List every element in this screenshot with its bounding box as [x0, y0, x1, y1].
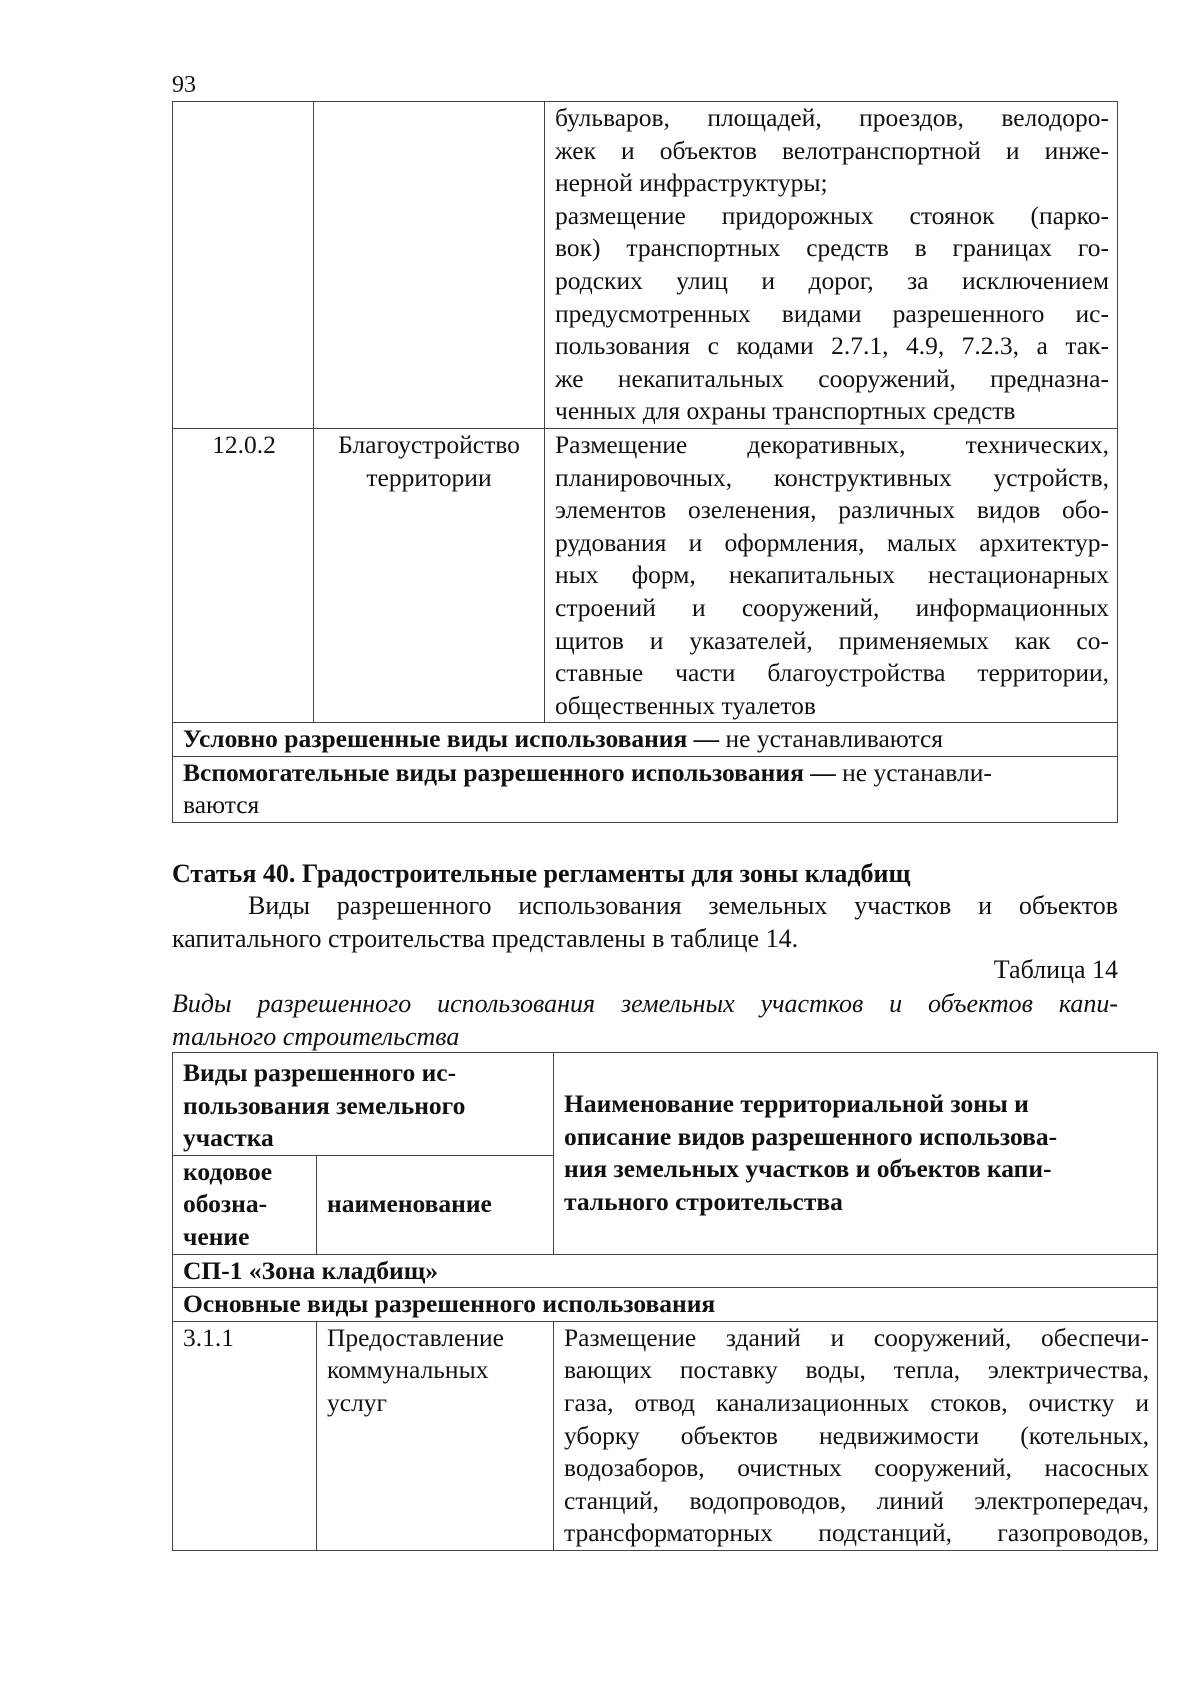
- name-header-cell: [317, 1155, 554, 1254]
- section-title: Основные виды разрешенного использования: [183, 1289, 716, 1319]
- text-line: ставные части благоустройства территории,: [555, 658, 1109, 688]
- text-line: ченных для охраны транспортных средств: [555, 396, 1016, 426]
- table-row: [173, 756, 1118, 822]
- text-line: Предоставление: [327, 1322, 504, 1352]
- code-cell: [173, 1321, 317, 1550]
- text-line: станций, водопроводов, линий электропередач,: [564, 1485, 1149, 1515]
- table-label: Таблица 14: [993, 955, 1118, 984]
- table-header-row: [173, 1053, 1158, 1156]
- text-line: Размещение зданий и сооружений, обеспечи-: [564, 1322, 1149, 1352]
- text-line: услуг: [327, 1387, 388, 1417]
- zone-cell: [173, 1254, 1158, 1288]
- land-use-table-14: [172, 1052, 1158, 1551]
- text-line: капитального строительства представлены в таблице 14.: [172, 924, 799, 953]
- land-use-table-continued: [172, 101, 1118, 823]
- text-line: рудования и оформления, малых архитектур-: [555, 527, 1109, 557]
- text-line: чение: [183, 1221, 250, 1251]
- text-line: тального строительства: [564, 1186, 843, 1216]
- text-line: предусмотренных видами разрешенного ис-: [555, 298, 1109, 328]
- text-line: вающих поставку воды, тепла, электричества,: [564, 1355, 1149, 1385]
- name-cell: [314, 428, 545, 722]
- text-line: общественных туалетов: [555, 690, 816, 720]
- text-line: Благоустройство: [338, 429, 520, 459]
- text-line: родских улиц и дорог, за исключением: [555, 265, 1109, 295]
- conditional-uses-cell: [173, 723, 1118, 757]
- text-line: размещение придорожных стоянок (парко-: [555, 200, 1109, 230]
- description-header-cell: [554, 1053, 1158, 1255]
- text-line: трансформаторных подстанций, газопроводов,: [564, 1518, 1149, 1548]
- table-row: [173, 723, 1118, 757]
- auxiliary-uses-value-cont: ваются: [183, 790, 260, 820]
- description-cell: [545, 428, 1118, 722]
- code-header-cell: [173, 1155, 317, 1254]
- article-paragraph: [172, 889, 1118, 955]
- description-text: [545, 429, 1117, 722]
- text-line: водозаборов, очистных сооружений, насосных: [564, 1453, 1149, 1483]
- text-line: элементов озеленения, различных видов обо-: [555, 495, 1109, 525]
- table-row: [173, 1321, 1158, 1550]
- text-line: описание видов разрешенного использова-: [564, 1121, 1058, 1151]
- text-line: обозна-: [183, 1189, 268, 1219]
- conditional-uses-value: не устанавливаются: [719, 724, 943, 754]
- conditional-uses-heading: Условно разрешенные виды использования —: [183, 724, 720, 754]
- text-line: Виды разрешенного использования земельных участков и объектов: [248, 891, 1118, 920]
- text-line: бульваров, площадей, проездов, велодоро-: [555, 103, 1109, 132]
- text-line: планировочных, конструктивных устройств,: [555, 462, 1109, 492]
- description-cell: [554, 1321, 1158, 1550]
- text-line: газа, отвод канализационных стоков, очистку и: [564, 1387, 1149, 1417]
- group-header-cell: [173, 1053, 554, 1156]
- name-value: [317, 1322, 553, 1420]
- zone-title: СП-1 «Зона кладбищ»: [183, 1255, 439, 1285]
- text-line: нерной инфраструктуры;: [555, 168, 828, 198]
- code-value: 3.1.1: [183, 1322, 234, 1352]
- text-line: ния земельных участков и объектов капи-: [564, 1154, 1052, 1184]
- text-line: пользования земельного: [183, 1090, 466, 1120]
- text-line: кодовое: [183, 1156, 273, 1186]
- text-line: щитов и указателей, применяемых как со-: [555, 625, 1109, 655]
- code-value: 12.0.2: [212, 429, 276, 459]
- text-line: Виды разрешенного ис-: [183, 1058, 457, 1087]
- text-line: Виды разрешенного использования земельных участков и объектов капи-: [172, 989, 1118, 1018]
- conditional-uses-text: [173, 723, 1117, 756]
- text-line: Размещение декоративных, технических,: [555, 429, 1109, 459]
- table-caption: [172, 987, 1118, 1053]
- name-cell: [314, 102, 545, 429]
- page-number: 93: [172, 72, 196, 98]
- text-line: коммунальных: [327, 1355, 489, 1385]
- description-text: [545, 102, 1117, 428]
- description-cell: [545, 102, 1118, 429]
- name-cell: [317, 1321, 554, 1550]
- name-value: [314, 429, 544, 494]
- code-cell: [173, 102, 314, 429]
- text-line: уборку объектов недвижимости (котельных,: [564, 1420, 1149, 1450]
- description-header-text: [554, 1088, 1157, 1218]
- code-header-text: [173, 1156, 316, 1254]
- auxiliary-uses-text: [173, 757, 1117, 822]
- article-title: Статья 40. Градостроительные регламенты для зоны кладбищ: [172, 859, 911, 888]
- section-row: [173, 1288, 1158, 1322]
- text-line: пользования с кодами 2.7.1, 4.9, 7.2.3, а так-: [555, 331, 1109, 361]
- text-line: вок) транспортных средств в границах го-: [555, 233, 1109, 263]
- text-line: жек и объектов велотранспортной и инже-: [555, 135, 1109, 165]
- group-header-text: [173, 1053, 553, 1155]
- description-text: [554, 1322, 1157, 1550]
- text-line: строений и сооружений, информационных: [555, 592, 1109, 622]
- section-cell: [173, 1288, 1158, 1322]
- table-row: [173, 102, 1118, 429]
- text-line: Наименование территориальной зоны и: [564, 1089, 1029, 1119]
- table-row: [173, 428, 1118, 722]
- zone-row: [173, 1254, 1158, 1288]
- auxiliary-uses-heading: Вспомогательные виды разрешенного использования —: [183, 757, 836, 787]
- code-cell: [173, 428, 314, 722]
- auxiliary-uses-cell: [173, 756, 1118, 822]
- text-line: тального строительства: [172, 1022, 460, 1051]
- text-line: участка: [183, 1123, 274, 1153]
- text-line: территории: [366, 462, 492, 492]
- auxiliary-uses-value: не устанавли-: [835, 757, 992, 787]
- name-header-text: наименование: [327, 1189, 492, 1219]
- text-line: ных форм, некапитальных нестационарных: [555, 560, 1109, 590]
- text-line: же некапитальных сооружений, предназна-: [555, 363, 1109, 393]
